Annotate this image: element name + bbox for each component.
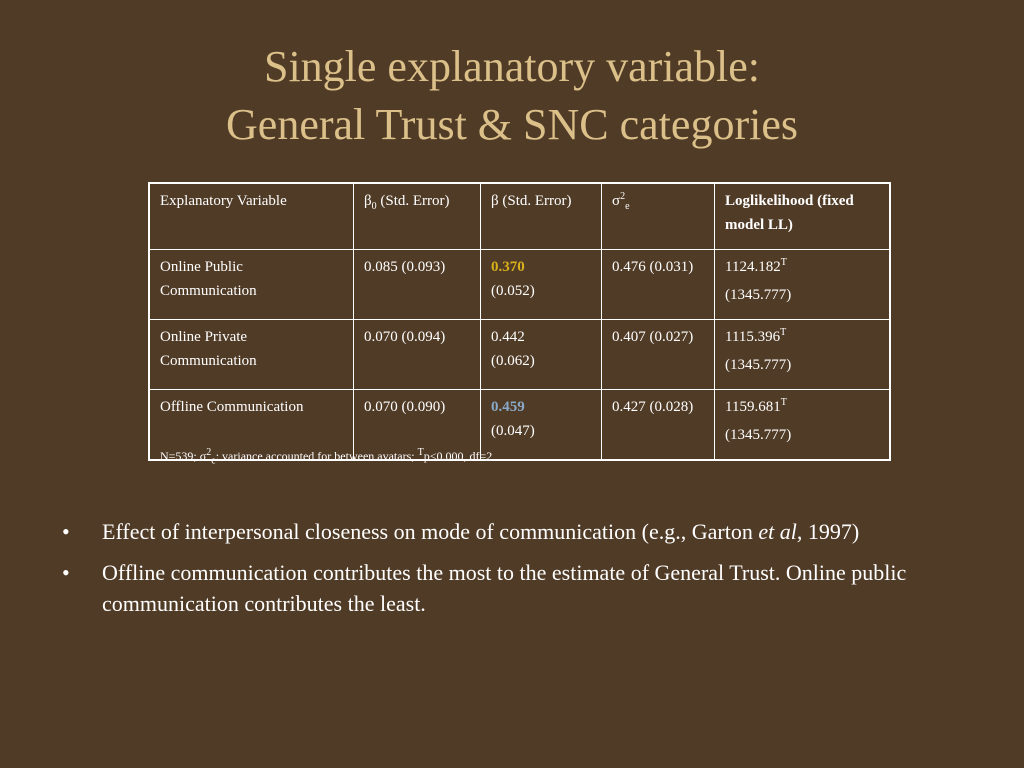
row-loglikelihood: $1124.182^T$ (1345.777): [715, 250, 891, 320]
row-sigma: 0.427 (0.028): [602, 390, 715, 461]
table-footnote: N=539; $\sigma^2_e$: variance accounted for between avatars; $^T$p<0.000, df=2: [160, 447, 493, 467]
row-sigma: 0.476 (0.031): [602, 250, 715, 320]
header-beta0: $\beta_0$ (Std. Error): [354, 183, 481, 250]
bullet-dot-icon: •: [62, 519, 70, 544]
row-variable: Offline Communication: [149, 390, 354, 461]
table-header-row: [149, 183, 890, 250]
bullet-item: • Effect of interpersonal closeness on mode of communication (e.g., Garton et al, 1997): [60, 516, 980, 547]
bullet-list: [60, 516, 980, 629]
row-beta: 0.459 (0.047): [481, 390, 602, 461]
row-beta: 0.370 (0.052): [481, 250, 602, 320]
table-row: [149, 320, 890, 390]
slide-title: [0, 38, 1024, 154]
title-line-1: Single explanatory variable:: [263, 42, 761, 91]
bullet-dot-icon: •: [62, 560, 70, 585]
header-loglikelihood: Loglikelihood (fixed model LL): [715, 183, 891, 250]
header-explanatory-variable: Explanatory Variable: [149, 183, 354, 250]
row-beta0: 0.070 (0.090): [354, 390, 481, 461]
row-loglikelihood: $1159.681^T$ (1345.777): [715, 390, 891, 461]
row-beta: 0.442 (0.062): [481, 320, 602, 390]
row-sigma: 0.407 (0.027): [602, 320, 715, 390]
row-variable: Online Public Communication: [149, 250, 354, 320]
row-beta0: 0.070 (0.094): [354, 320, 481, 390]
header-sigma: $\sigma^2_e$: [602, 183, 715, 250]
bullet-item: • Offline communication contributes the most to the estimate of General Trust. Online public communication contributes the least.: [60, 557, 980, 619]
beta-value-highlight: 0.370: [491, 259, 525, 275]
title-line-2: General Trust & SNC categories: [226, 100, 798, 149]
row-loglikelihood: $1115.396^T$ (1345.777): [715, 320, 891, 390]
results-table: [148, 182, 891, 461]
row-variable: Online Private Communication: [149, 320, 354, 390]
header-beta: β (Std. Error): [481, 183, 602, 250]
table-row: [149, 250, 890, 320]
row-beta0: 0.085 (0.093): [354, 250, 481, 320]
beta-value-highlight: 0.459: [491, 399, 525, 415]
